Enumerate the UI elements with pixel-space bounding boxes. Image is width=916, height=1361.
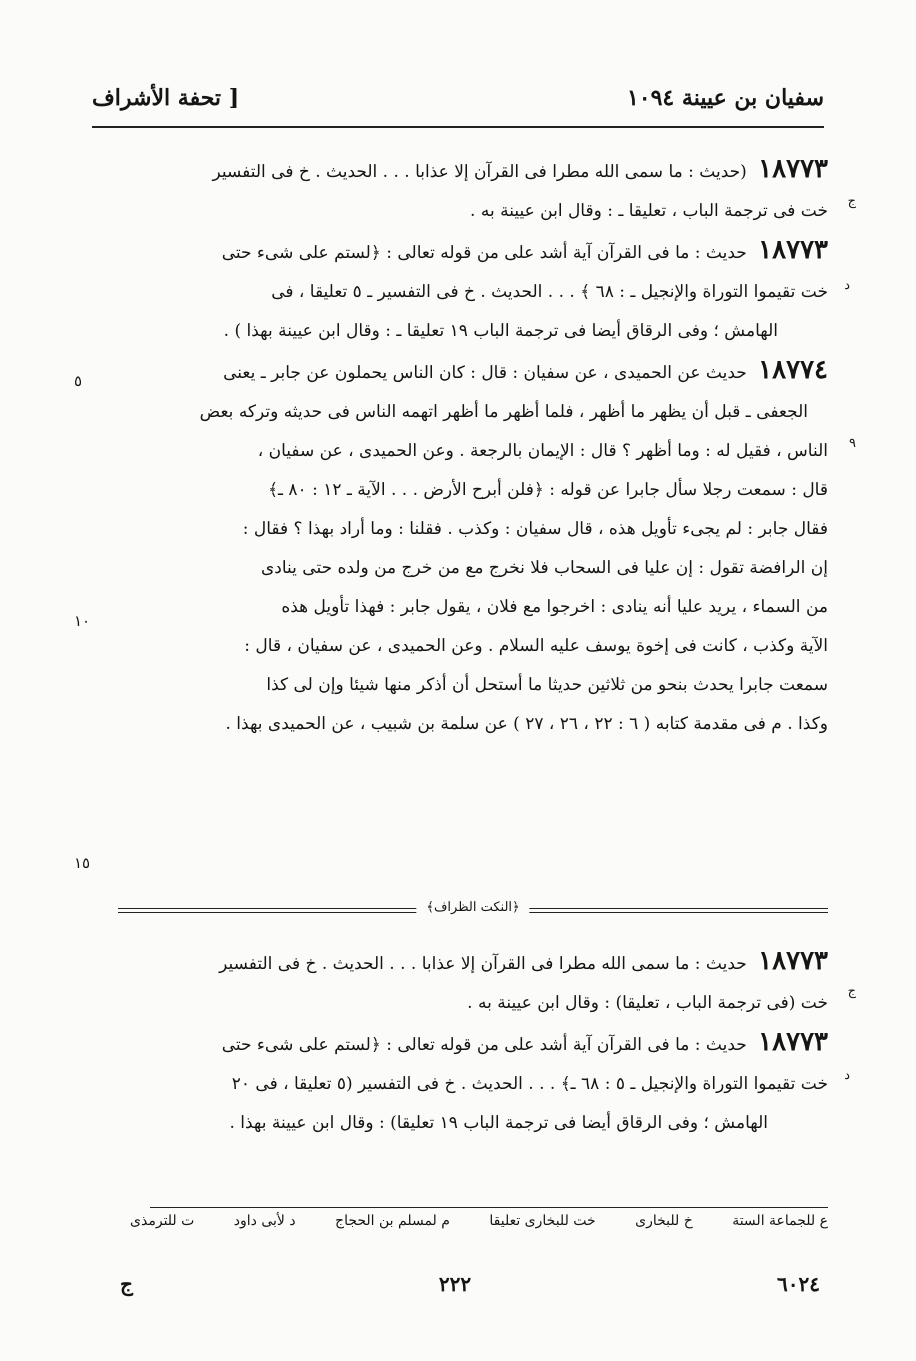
main-line: الهامش ؛ وفى الرقاق أيضا فى ترجمة الباب ١٩ تعليقا ـ : وقال ابن عيينة بهذا ) . bbox=[223, 321, 778, 341]
main-text bbox=[100, 150, 828, 744]
main-line: قال : سمعت رجلا سأل جابرا عن قوله : ﴿فلن أبرح الأرض . . . الآية ـ ١٢ : ٨٠ ـ﴾ bbox=[268, 480, 828, 500]
sequence-number: ٦٠٢٤ bbox=[777, 1272, 820, 1296]
line-number: ١٥ bbox=[74, 854, 91, 872]
volume-mark: ج bbox=[120, 1272, 133, 1296]
main-line: من السماء ، يريد عليا أنه ينادى : اخرجوا مع فلان ، يقول جابر : فهذا تأويل هذه bbox=[281, 597, 828, 617]
main-line: خت تقيموا التوراة والإنجيل ـ : ٦٨ ﴾ . . . الحديث . خ فى التفسير ـ ٥ تعليقا ، فى bbox=[271, 282, 828, 302]
main-line: الناس ، فقيل له : وما أظهر ؟ قال : الإيمان بالرجعة . وعن الحميدى ، عن سفيان ، bbox=[257, 441, 828, 461]
line-number: ١٠ bbox=[74, 612, 91, 630]
separator-label: ﴿النكت الظراف﴾ bbox=[416, 900, 529, 915]
margin-mark: د bbox=[844, 1068, 850, 1083]
main-line: وكذا . م فى مقدمة كتابه ( ٦ : ٢٢ ، ٢٦ ، ٢٧ ) عن سلمة بن شبيب ، عن الحميدى بهذا . bbox=[225, 714, 828, 734]
notes-line: خت (فى ترجمة الباب ، تعليقا) : وقال ابن عيينة به . bbox=[467, 993, 828, 1013]
main-line: سمعت جابرا يحدث بنحو من ثلاثين حديثا ما أستحل أن أذكر منها شيئا وإن لى كذا bbox=[266, 675, 828, 695]
notes-line: ١٨٧٧٣ حديث : ما فى القرآن آية أشد على من قوله تعالى : ﴿لستم على شىء حتى bbox=[221, 1027, 828, 1057]
line-number: ٥ bbox=[74, 372, 83, 390]
footnote-rule bbox=[150, 1207, 828, 1208]
main-line: خت فى ترجمة الباب ، تعليقا ـ : وقال ابن عيينة به . bbox=[470, 201, 828, 221]
page-header bbox=[92, 78, 824, 118]
margin-mark: ٩ bbox=[849, 436, 856, 451]
header-section-title: سفيان بن عيينة ١٠٩٤ bbox=[626, 85, 824, 111]
main-line: ١٨٧٧٣ (حديث : ما سمى الله مطرا فى القرآن إلا عذابا . . . الحديث . خ فى التفسير bbox=[212, 154, 828, 184]
page-number: ٢٢٢ bbox=[438, 1272, 472, 1296]
main-line: ١٨٧٧٤ حديث عن الحميدى ، عن سفيان : قال : كان الناس يحملون عن جابر ـ يعنى bbox=[223, 355, 828, 385]
notes-line: خت تقيموا التوراة والإنجيل ـ ٥ : ٦٨ ـ﴾ . . . الحديث . خ فى التفسير (٥ تعليقا ، فى ٢٠ bbox=[231, 1074, 828, 1094]
legend-item: ت للترمذى bbox=[130, 1213, 195, 1229]
main-line: الجعفى ـ قبل أن يظهر ما أظهر ، فلما أظهر ما أظهر اتهمه الناس فى حديثه وتركه بعض bbox=[199, 402, 808, 422]
section-separator bbox=[118, 900, 828, 922]
notes-text bbox=[100, 942, 828, 1143]
notes-line: ١٨٧٧٣ حديث : ما سمى الله مطرا فى القرآن إلا عذابا . . . الحديث . خ فى التفسير bbox=[219, 946, 828, 976]
legend-item: م لمسلم بن الحجاج bbox=[335, 1213, 450, 1229]
main-line: إن الرافضة تقول : إن عليا فى السحاب فلا نخرج مع من خرج من ولده حتى ينادى bbox=[260, 558, 828, 578]
main-line: ١٨٧٧٣ حديث : ما فى القرآن آية أشد على من قوله تعالى : ﴿لستم على شىء حتى bbox=[221, 235, 828, 265]
legend-item: د لأبى داود bbox=[233, 1213, 296, 1229]
header-book-title: [ تحفة الأشراف bbox=[92, 85, 240, 111]
margin-mark: ج bbox=[847, 194, 856, 209]
notes-line: الهامش ؛ وفى الرقاق أيضا فى ترجمة الباب ١٩ تعليقا) : وقال ابن عيينة بهذا . bbox=[229, 1113, 768, 1133]
page-footer bbox=[120, 1272, 820, 1296]
legend-item: خ للبخارى bbox=[635, 1213, 693, 1229]
main-line: الآية وكذب ، كانت فى إخوة يوسف عليه السلام . وعن الحميدى ، عن سفيان ، قال : bbox=[244, 636, 828, 656]
margin-mark: ج bbox=[847, 984, 856, 999]
legend-item: ع للجماعة الستة bbox=[732, 1213, 828, 1229]
abbreviation-legend bbox=[130, 1213, 828, 1229]
margin-mark: د bbox=[844, 278, 850, 293]
header-rule bbox=[92, 126, 824, 128]
legend-item: خت للبخارى تعليقا bbox=[489, 1213, 596, 1229]
main-line: فقال جابر : لم يجىء تأويل هذه ، قال سفيان : وكذب . فقلنا : وما أراد بهذا ؟ فقال : bbox=[242, 519, 828, 539]
